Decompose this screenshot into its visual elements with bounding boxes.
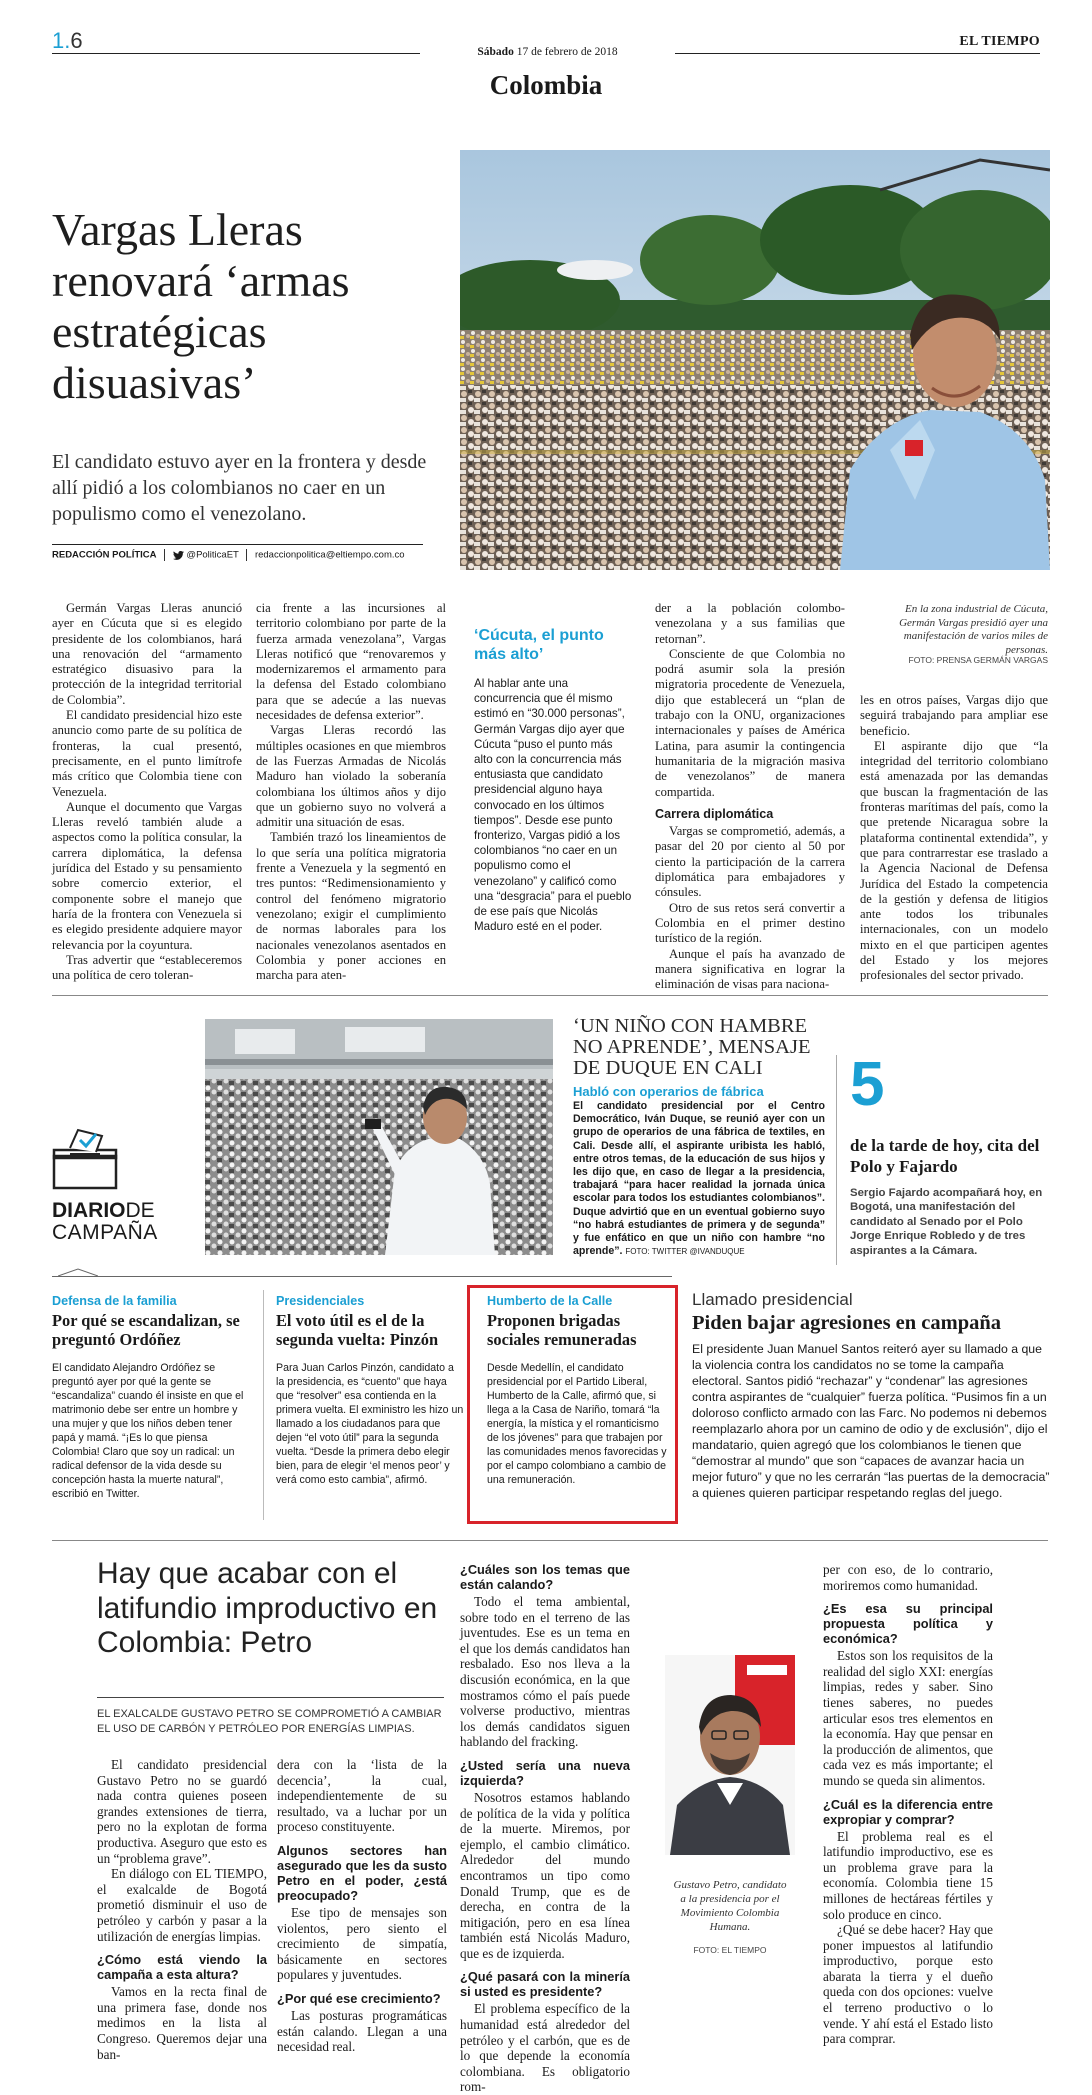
brief-de-la-calle-headline: Proponen brigadas sociales remuneradas	[487, 1311, 637, 1349]
brief-pinzon-headline: El voto útil es el de la segunda vuelta: Pinzón	[276, 1311, 439, 1349]
lead-col4-p1: der a la población colombo-venezolana y a sus familias que retornan”.	[655, 601, 845, 646]
big-number-label: de la tarde de hoy, cita del Polo y Fajardo	[850, 1136, 1040, 1176]
santos-text: El presidente Juan Manuel Santos reiteró ayer su llamado a que la violencia contra los candidatos no se tome la campaña electoral. Santos pidió “rechazar” y “condenar” las agresiones contra aspirantes de “cualquier” fuerza política. “Pusimos fin a un doloroso conflicto armado con las Farc. No podemos ni debemos reemplazarlo ahora por un camino de odio y de exclusión”, dijo el mandatario, quien agregó que los colombianos le tienen que “demostrar al mundo” que son “capaces de avanzar hacia un mejor futuro” y que no les cerrarán “las puertas de la democracia” a quienes quieren participar respetando reglas del juego.	[692, 1342, 1050, 1500]
petro-q2: Algunos sectores han asegurado que les da susto Petro en el poder, ¿está preocupado?	[277, 1842, 447, 1903]
lead-col2-p3: También trazó los lineamientos de lo que sería una política migratoria frente a Venezuela y la segmentó en tres puntos: “Redimensionamiento y control del fenómeno migratorio venezolano; exigir el cumplimiento de normas laborales para los nacionales venezolanos asentados en Colombia y poner acciones en marcha para aten-	[256, 830, 446, 983]
petro-a3: Las posturas programáticas están calando. Llegan a una necesidad real.	[277, 2007, 447, 2055]
petro-a7: Estos son los requisitos de la realidad del siglo XXI: energías limpias, redes y saber. Sino tienes saberes, no puedes articular esos tres elementos en la economía. Hay que pensar en la producción de alimentos, que cada vez es más importante; el mundo se queda sin alimentos.	[823, 1648, 993, 1788]
brief-pinzon	[276, 1294, 464, 1487]
duque-cali-photo	[205, 1019, 553, 1255]
page-number-prefix: 1.	[52, 28, 71, 53]
lead-col1-p3: Aunque el documento que Vargas Lleras reveló también alude a aspectos como la política consular, la carrera diplomática, la defensa jurídica del Estado y su pensamiento sobre comercio exterior, el componente sobre el manejo que haría de la frontera con Venezuela si es elegido presidente adquiere mayor relevancia por la coyuntura.	[52, 799, 242, 952]
section-divider-2	[52, 1540, 1048, 1541]
petro-deck-rule	[97, 1697, 444, 1698]
vargas-photo-credit: FOTO: PRENSA GERMÁN VARGAS	[908, 655, 1048, 665]
petro-q3: ¿Por qué ese crecimiento?	[277, 1990, 441, 2006]
lead-col1-p1: Germán Vargas Lleras anunció ayer en Cúcuta que si es elegido presidente de los colombianos, hará una renovación del “armamento estratégico disuasivo para la protección de la integridad territorial de Colombia”.	[52, 601, 242, 707]
lead-col2-p1: cia frente a las incursiones al territorio colombiano por parte de la fuerza armada venezolana”, Vargas Lleras notificó que “renovaremos y modernizaremos el armamento para la defensa del Estado colombiano para que se adecúe a las nuevas necesidades de defensa exterior”.	[256, 601, 446, 723]
page-number	[52, 28, 83, 54]
petro-a1: Vamos en la recta final de una primera fase, donde nos medimos en la lista al Congreso. Queremos dejar una ban-	[97, 1984, 267, 2062]
petro-col-1	[97, 1757, 267, 2062]
petro-col1-p1: El candidato presidencial Gustavo Petro no se guardó nada contra quienes poseen grandes extensiones de tierra, pero no la explotan de forma productiva. Aseguro que esto es un “problema grave”.	[97, 1757, 267, 1866]
de-word: DE	[125, 1199, 155, 1222]
petro-q7: ¿Es esa su principal propuesta política y económica?	[823, 1601, 993, 1647]
masthead-date	[430, 46, 665, 58]
brief-de-la-calle-kicker: Humberto de la Calle	[487, 1294, 613, 1308]
byline-author: REDACCIÓN POLÍTICA	[52, 549, 157, 561]
petro-q6: ¿Qué pasará con la minería si usted es presidente?	[460, 1969, 630, 2000]
petro-a4: Todo el tema ambiental, sobre todo en el terreno de las juventudes. Ese es un tema en el que los demás candidatos han resbalado. Eso nos lleva a la discusión económica, en la que mostramos cómo el país puede volverse productivo, mientras los demás candidatos siguen hablando del fracking.	[460, 1594, 630, 1750]
lead-col2-p2: Vargas Lleras recordó las múltiples ocasiones en que miembros de las Fuerzas Armadas de Nicolás Maduro han violado la soberanía colombiana los últimos años y dijo que un gobierno suyo no volverá a admitir una situación de esas.	[256, 723, 446, 830]
masthead-rule-right	[675, 53, 1040, 54]
santos-kicker: Llamado presidencial	[692, 1290, 853, 1309]
brief-ordonez-headline: Por qué se escandalizan, se preguntó Ordóñez	[52, 1311, 240, 1349]
lead-col4-p3: Vargas se comprometió, además, a pasar del 20 por ciento al 50 por ciento la participación de la carrera diplomática para embajadores y cónsules.	[655, 824, 845, 900]
lead-deck: El candidato estuvo ayer en la frontera y desde allí pidió a los colombianos no caer en un populismo como el venezolano.	[52, 451, 427, 525]
petro-deck: EL EXALCALDE GUSTAVO PETRO SE COMPROMETIÓ A CAMBIAR EL USO DE CARBÓN Y PETRÓLEO POR ENERGÍAS LIMPIAS.	[97, 1708, 442, 1735]
twitter-icon	[173, 551, 184, 560]
brief-ordonez-text: El candidato Alejandro Ordóñez se preguntó ayer por qué la gente se “escandaliza” cuando él insiste en que el matrimonio debe ser entre un hombre y una mujer y que los niños deben tener papá y mamá. “¡Es lo que piensa Colombia! Claro que soy un radical: un radical defensor de la vida desde su concepción hasta la muerte natural”, escribió en Twitter.	[52, 1362, 244, 1500]
lead-col1-p2: El candidato presidencial hizo este anuncio como parte de su política de fronteras, la cual presentó, precisamente, en el punto limítrofe más crítico que Colombia tiene con Venezuela.	[52, 708, 242, 799]
brief-ordonez	[52, 1294, 252, 1501]
brief-de-la-calle	[487, 1294, 669, 1487]
brief-de-la-calle-text: Desde Medellín, el candidato presidencial por el Partido Liberal, Humberto de la Calle, afirmó que, si llega a la Casa de Nariño, tomará “la energía, la mística y el romanticismo de los jóvenes” para que trabajen por las comunidades menos favorecidas y por el campo colombiano a cambio de una remuneración.	[487, 1362, 667, 1486]
section-divider-1	[52, 995, 1048, 996]
petro-q8: ¿Cuál es la diferencia entre expropiar y comprar?	[823, 1796, 993, 1827]
brief-divider-1	[263, 1290, 264, 1520]
duque-text-body: El candidato presidencial por el Centro Democrático, Iván Duque, se reunió ayer con un grupo de operarios de una fábrica de textiles, en Cali. Desde allí, el aspirante uribista les habló, entre otros temas, de la educación de sus hijos y les dijo que, en caso de llegar a la presidencia, trabajará “para hacer realidad la jornada única escolar para todos los estudiantes colombianos”. Duque advirtió que en un eventual gobierno suyo “no habrá estudiantes de primera y de segunda” y fue enfático en que un niño con hambre “no aprende”.	[573, 1100, 825, 1258]
petro-a9: ¿Qué se debe hacer? Hay que poner impuestos al latifundio improductivo, porque esto abarata la tierra y el dueño queda con dos opciones: vuelve el terreno productivo o lo vende. Y ahí está el Estado listo para comprar.	[823, 1922, 993, 2047]
campana-word: CAMPAÑA	[52, 1221, 158, 1244]
petro-col-4	[823, 1562, 993, 2047]
byline	[52, 549, 432, 561]
lead-col4-p5: Aunque el país ha avanzado de manera significativa en lograr la eliminación de visas para naciona-	[655, 946, 845, 992]
lead-col-4	[655, 601, 845, 992]
petro-q4: ¿Cuáles son los temas que están calando?	[460, 1562, 630, 1592]
lead-col5-p2: El aspirante dijo que “la integridad del territorio colombiano está amenazada por las demandas que buscan la fragmentación de las fronteras marítimas del país, como la que pretende Nicaragua sobre la plataforma continental extendida”, y que para contrarrestar ese traslado a la Agencia Nacional de Defensa Jurídica del Estado la competencia de la gestión y defensa de litigios ante todos los tribunales internacionales, con un modelo mixto en el que participen agentes del Estado y los mejores profesionales del sector privado.	[860, 738, 1048, 983]
byline-twitter: @PoliticaET	[186, 549, 239, 561]
santos-headline: Piden bajar agresiones en campaña	[692, 1312, 1002, 1334]
petro-a6: El problema específico de la humanidad está alrededor del petróleo y el carbón, que es de lo que depende la economía colombiana. Es obligatorio rom-	[460, 2001, 630, 2095]
petro-a5: Nosotros estamos hablando de política de la vida y política de la muerte. Miremos, por ejemplo, el cambio climático. Alrededor del mundo encontramos un tipo como Donald Trump, que es de derecha, en contra de la mitigación, pero en esa línea también está Nicolás Maduro, que es de izquierda.	[460, 1789, 630, 1961]
petro-col-2	[277, 1757, 447, 2055]
petro-q5: ¿Usted sería una nueva izquierda?	[460, 1757, 630, 1788]
masthead-rule-left	[52, 53, 420, 54]
duque-text	[573, 1100, 825, 1258]
cucuta-sidebar-text: Al hablar ante una concurrencia que él mismo estimó en “30.000 personas”, Germán Vargas dijo ayer que Cúcuta “puso el punto más alto con la concurrencia más entusiasta que candidato presidencial alguno haya convocado en los últimos tiempos”. Desde ese punto fronterizo, Vargas pidió a los colombianos “no caer en un populismo como el venezolano” y calificó como una “desgracia” para el pueblo de ese país que Nicolás Maduro esté en el poder.	[474, 677, 632, 934]
brand-logo: EL TIEMPO	[959, 34, 1040, 49]
lead-headline: Vargas Lleras renovará ‘armas estratégicas disuasivas’	[52, 204, 350, 408]
diary-word: DIARIO	[52, 1199, 126, 1222]
lead-col5-p1: les en otros países, Vargas dijo que seguirá trabajando para ampliar ese beneficio.	[860, 693, 1048, 738]
santos-brief	[692, 1290, 1050, 1501]
cucuta-sidebar-title: ‘Cúcuta, el punto más alto’	[474, 627, 604, 663]
big-number-text: Sergio Fajardo acompañará hoy, en Bogotá, una manifestación del candidato al Senado por el Polo Jorge Enrique Robledo y de tres aspirantes a la Cámara.	[850, 1187, 1043, 1257]
brief-pinzon-kicker: Presidenciales	[276, 1294, 365, 1308]
petro-headline: Hay que acabar con el latifundio improductivo en Colombia: Petro	[97, 1557, 438, 1659]
petro-a2: Ese tipo de mensajes son violentos, pero siento el crecimiento de simpatía, básicamente en sectores populares y juventudes.	[277, 1904, 447, 1983]
campaign-bottom-rule	[52, 1276, 672, 1277]
petro-col2-p1: dera con la ‘lista de la decencia’, la cual, independientemente de su resultado, va a luchar por un proceso constituyente.	[277, 1757, 447, 1835]
lead-col-5	[860, 693, 1048, 984]
carrera-diplomatica-subhead: Carrera diplomática	[655, 806, 774, 821]
lead-col-2	[256, 601, 446, 983]
big-number: 5	[850, 1050, 885, 1119]
vargas-rally-photo	[460, 150, 1050, 570]
duque-headline: ‘UN NIÑO CON HAMBRE NO APRENDE’, MENSAJE DE DUQUE EN CALI	[573, 1015, 811, 1079]
diary-pointer	[58, 1268, 98, 1278]
number-box-divider	[836, 1055, 837, 1265]
campaign-diary-logo	[52, 1128, 182, 1244]
petro-q1: ¿Cómo está viendo la campaña a esta altura?	[97, 1952, 267, 1983]
lead-col4-p2: Consciente de que Colombia no podrá asumir sola la presión migratoria procedente de Venezuela, dijo que establecerá un “plan de trabajo con la ONU, organizaciones internacionales y países de América Latina, para asumir la contingencia humanitaria de la migración masiva de venezolanos” de manera compartida.	[655, 646, 845, 799]
petro-photo-credit: FOTO: EL TIEMPO	[693, 1945, 767, 1955]
date-day: Sábado	[477, 46, 514, 58]
duque-photo-credit: FOTO: TWITTER @IVANDUQUE	[625, 1247, 745, 1257]
petro-col-3	[460, 1562, 630, 2095]
date-rest: 17 de febrero de 2018	[516, 46, 618, 58]
vargas-photo-caption: En la zona industrial de Cúcuta, Germán Vargas presidió ayer una manifestación de varios miles de personas.	[899, 603, 1048, 656]
lead-col1-p4: Tras advertir que “estableceremos una política de cero toleran-	[52, 952, 242, 983]
byline-rule-top	[52, 544, 423, 545]
petro-col4-p1: per con eso, de lo contrario, moriremos como humanidad.	[823, 1562, 993, 1593]
brief-pinzon-text: Para Juan Carlos Pinzón, candidato a la presidencia, es “cuento” que haya que “resolver” esa contienda en la primera vuelta. El exministro les hizo un llamado a los ciudadanos para que dejen “el voto útil” para la segunda vuelta. “Desde la primera debo elegir bien, para de elegir ‘el menos peor’ y verá como esto cambia”, afirmó.	[276, 1362, 464, 1486]
lead-col4-p4: Otro de sus retos será convertir a Colombia en el primer destino turístico de la región.	[655, 900, 845, 946]
ballot-box-icon	[52, 1128, 118, 1190]
petro-photo-caption: Gustavo Petro, candidato a la presidencia por el Movimiento Colombia Humana.	[673, 1879, 787, 1933]
duque-kicker: Habló con operarios de fábrica	[573, 1084, 764, 1099]
section-title: Colombia	[489, 70, 603, 100]
lead-col-1	[52, 601, 242, 983]
petro-photo	[665, 1655, 795, 1855]
cucuta-sidebar	[474, 626, 634, 934]
byline-email: redaccionpolitica@eltiempo.com.co	[254, 549, 405, 561]
campaign-diary-title	[52, 1200, 182, 1244]
page-number-suffix: 6	[70, 28, 83, 53]
petro-a8: El problema real es el latifundio improductivo, ese es un problema grave para la economía. Colombia tiene 15 millones de hectáreas fértiles y solo produce en cinco.	[823, 1828, 993, 1922]
brief-ordonez-kicker: Defensa de la familia	[52, 1294, 177, 1308]
petro-col1-p2: En diálogo con EL TIEMPO, el exalcalde de Bogotá prometió disminuir el uso de petróleo y carbón y pasar a la utilización de energías limpias.	[97, 1866, 267, 1944]
